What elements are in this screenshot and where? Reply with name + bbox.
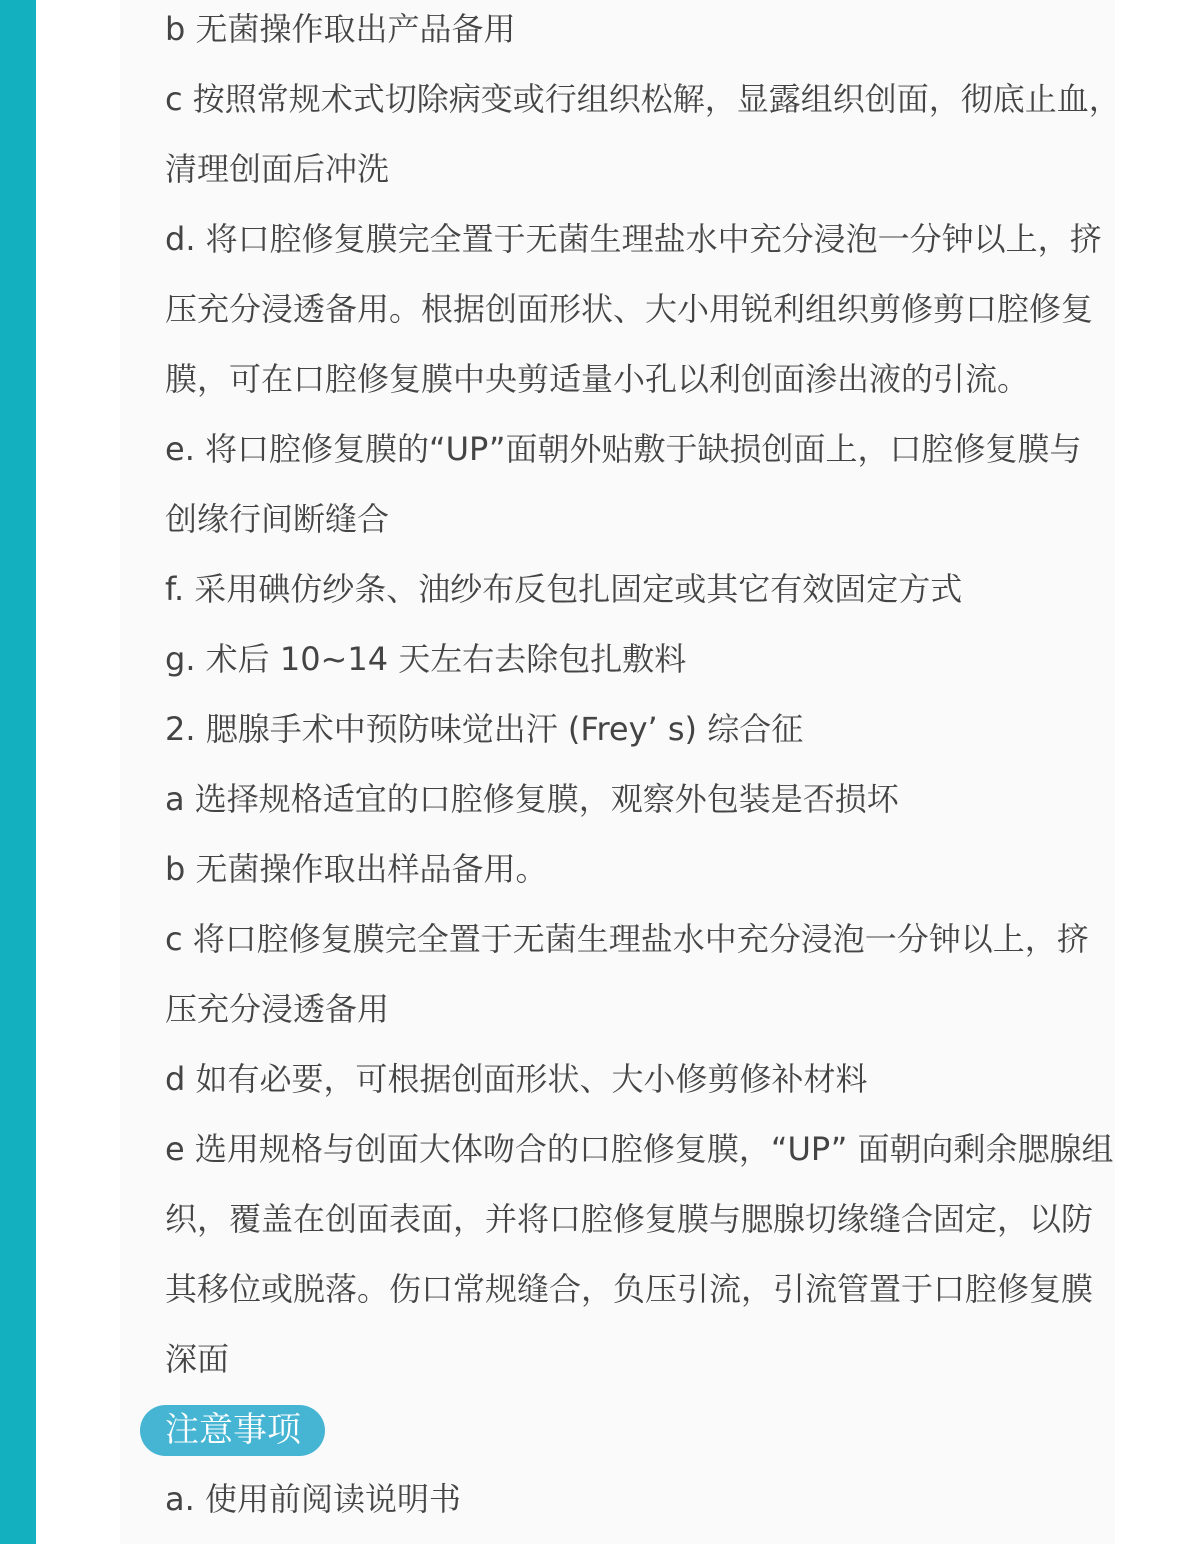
text-line: 织，覆盖在创面表面，并将口腔修复膜与腮腺切缘缝合固定，以防 (165, 1200, 1094, 1238)
text-line: d. 将口腔修复膜完全置于无菌生理盐水中充分浸泡一分钟以上，挤 (165, 220, 1102, 258)
text-line: 创缘行间断缝合 (165, 500, 390, 538)
notice-badge (140, 1405, 325, 1456)
text-line: 膜，可在口腔修复膜中央剪适量小孔以利创面渗出液的引流。 (165, 360, 1030, 398)
text-line: f. 采用碘仿纱条、油纱布反包扎固定或其它有效固定方式 (165, 570, 963, 608)
text-line: 清理创面后冲洗 (165, 150, 390, 188)
text-line: c 将口腔修复膜完全置于无菌生理盐水中充分浸泡一分钟以上，挤 (165, 920, 1089, 958)
text-line: e 选用规格与创面大体吻合的口腔修复膜，“UP” 面朝向剩余腮腺组 (165, 1130, 1114, 1168)
text-line: 压充分浸透备用。根据创面形状、大小用锐利组织剪修剪口腔修复 (165, 290, 1094, 328)
text-line: b 无菌操作取出样品备用。 (165, 850, 548, 888)
text-line: 其移位或脱落。伤口常规缝合，负压引流，引流管置于口腔修复膜 (165, 1270, 1094, 1308)
text-line: 压充分浸透备用 (165, 990, 390, 1028)
text-line: c 按照常规术式切除病变或行组织松解，显露组织创面，彻底止血， (165, 80, 1121, 118)
text-line: g. 术后 10~14 天左右去除包扎敷料 (165, 640, 687, 678)
section-heading: 2. 腮腺手术中预防味觉出汗 (Frey’ s) 综合征 (165, 710, 804, 748)
left-accent-bar (0, 0, 36, 1544)
text-line: a 选择规格适宜的口腔修复膜，观察外包装是否损坏 (165, 780, 899, 818)
notice-title: 注意事项 (165, 1410, 301, 1450)
text-line: e. 将口腔修复膜的“UP”面朝外贴敷于缺损创面上，口腔修复膜与 (165, 430, 1082, 468)
text-line: d 如有必要，可根据创面形状、大小修剪修补材料 (165, 1060, 868, 1098)
notice-item: a. 使用前阅读说明书 (165, 1480, 461, 1518)
text-line: b 无菌操作取出产品备用 (165, 10, 516, 48)
text-line: 深面 (165, 1340, 230, 1378)
